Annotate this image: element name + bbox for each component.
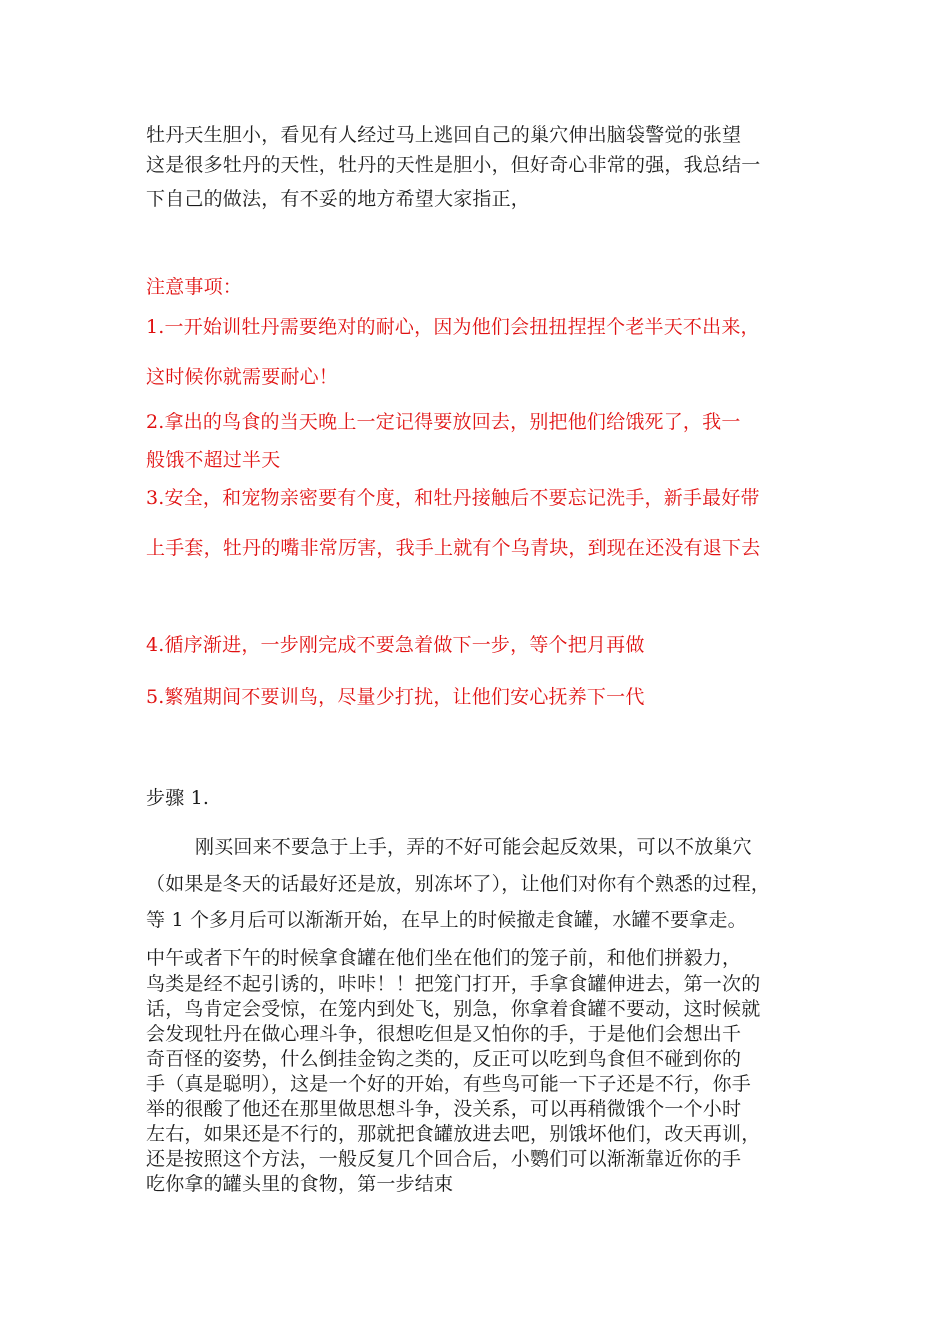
note-line: 3.安全，和宠物亲密要有个度，和牡丹接触后不要忘记洗手，新手最好带	[146, 487, 760, 509]
note-line: 1.一开始训牡丹需要绝对的耐心，因为他们会扭扭捏捏个老半天不出来，	[146, 316, 760, 338]
note-line: 4.循序渐进，一步刚完成不要急着做下一步，等个把月再做	[146, 634, 645, 656]
notes-heading: 注意事项：	[146, 276, 243, 298]
intro-line: 下自己的做法，有不妥的地方希望大家指正，	[146, 188, 531, 210]
step1-line: 手（真是聪明），这是一个好的开始，有些鸟可能一下子还是不行，你手	[146, 1073, 751, 1095]
step1-line: 吃你拿的罐头里的食物，第一步结束	[146, 1173, 454, 1195]
step1-line: 鸟类是经不起引诱的，咔咔！！把笼门打开，手拿食罐伸进去，第一次的	[146, 973, 761, 995]
step1-line: 还是按照这个方法，一般反复几个回合后，小鹦们可以渐渐靠近你的手	[146, 1148, 742, 1170]
intro-line: 这是很多牡丹的天性，牡丹的天性是胆小，但好奇心非常的强，我总结一	[146, 154, 761, 176]
note-line: 5.繁殖期间不要训鸟，尽量少打扰，让他们安心抚养下一代	[146, 686, 645, 708]
step1-line: 奇百怪的姿势，什么倒挂金钩之类的，反正可以吃到鸟食但不碰到你的	[146, 1048, 742, 1070]
step1-line: 会发现牡丹在做心理斗争，很想吃但是又怕你的手，于是他们会想出千	[146, 1023, 742, 1045]
step1-line: 刚买回来不要急于上手，弄的不好可能会起反效果，可以不放巢穴	[195, 836, 752, 858]
step1-line: 话，鸟肯定会受惊，在笼内到处飞，别急，你拿着食罐不要动，这时候就	[146, 998, 761, 1020]
step1-line: 左右，如果还是不行的，那就把食罐放进去吧，别饿坏他们，改天再训，	[146, 1123, 761, 1145]
step1-line: （如果是冬天的话最好还是放，别冻坏了），让他们对你有个熟悉的过程，	[146, 873, 771, 895]
step1-line: 等 1 个多月后可以渐渐开始，在早上的时候撤走食罐，水罐不要拿走。	[146, 909, 747, 931]
note-line: 2.拿出的鸟食的当天晚上一定记得要放回去，别把他们给饿死了，我一	[146, 411, 741, 433]
note-line: 这时候你就需要耐心！	[146, 366, 339, 388]
note-line: 般饿不超过半天	[146, 449, 281, 471]
step1-heading: 步骤 1.	[146, 787, 210, 809]
step1-line: 举的很酸了他还在那里做思想斗争，没关系，可以再稍微饿个一个小时	[146, 1098, 742, 1120]
intro-line: 牡丹天生胆小，看见有人经过马上逃回自己的巢穴伸出脑袋警觉的张望	[146, 124, 742, 146]
step1-line: 中午或者下午的时候拿食罐在他们坐在他们的笼子前，和他们拼毅力，	[146, 947, 742, 969]
note-line: 上手套，牡丹的嘴非常厉害，我手上就有个乌青块，到现在还没有退下去	[146, 537, 761, 559]
